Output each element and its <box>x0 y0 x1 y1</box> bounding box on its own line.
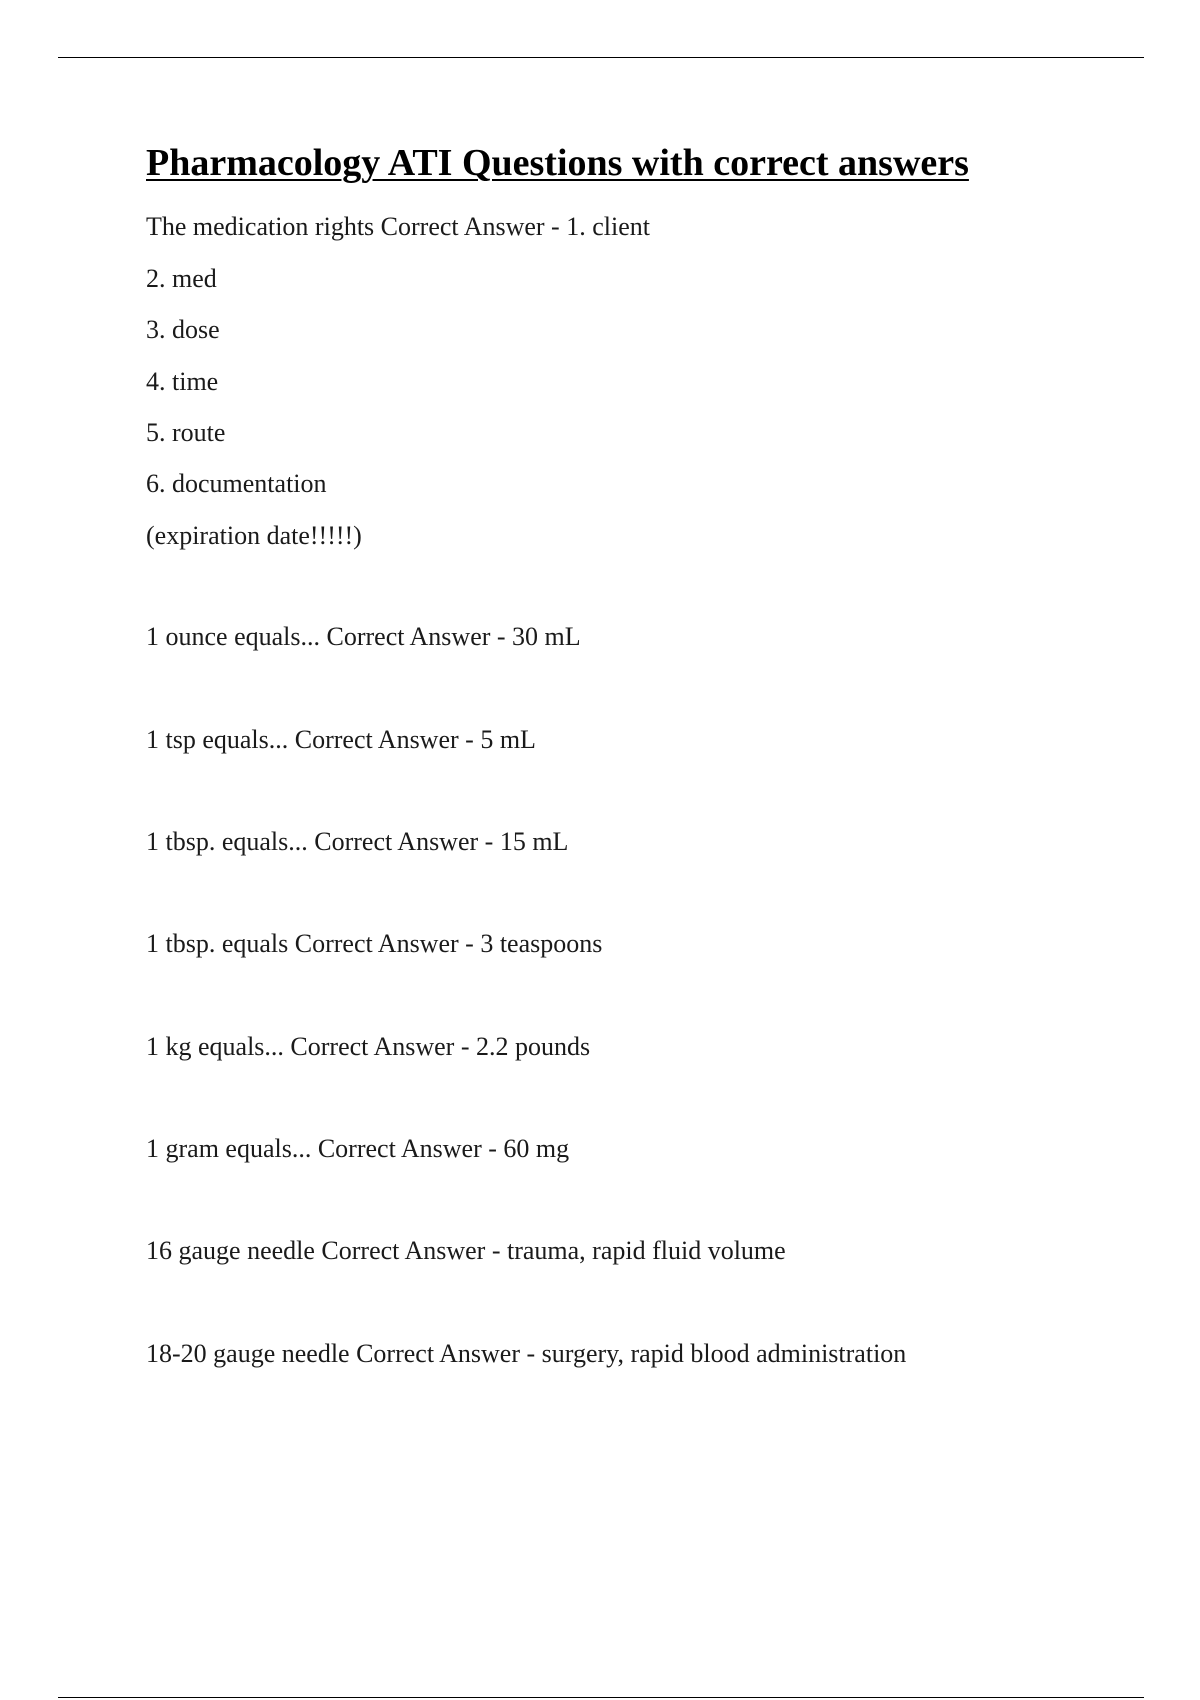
document-title: Pharmacology ATI Questions with correct answers <box>146 142 969 184</box>
qa-line-18-20-gauge: 18-20 gauge needle Correct Answer - surgery, rapid blood administration <box>146 1339 907 1368</box>
note-expiration-date: (expiration date!!!!!) <box>146 521 362 550</box>
top-divider <box>58 57 1144 58</box>
list-item-dose: 3. dose <box>146 315 220 344</box>
qa-line-tsp: 1 tsp equals... Correct Answer - 5 mL <box>146 725 536 754</box>
list-item-route: 5. route <box>146 418 226 447</box>
qa-line-tbsp-ml: 1 tbsp. equals... Correct Answer - 15 mL <box>146 827 569 856</box>
list-item-med: 2. med <box>146 264 217 293</box>
qa-line-ounce: 1 ounce equals... Correct Answer - 30 mL <box>146 622 581 651</box>
qa-line-tbsp-teaspoons: 1 tbsp. equals Correct Answer - 3 teaspoons <box>146 929 603 958</box>
qa-line-16-gauge: 16 gauge needle Correct Answer - trauma, rapid fluid volume <box>146 1236 786 1265</box>
qa-line-kg: 1 kg equals... Correct Answer - 2.2 pounds <box>146 1032 591 1061</box>
list-item-time: 4. time <box>146 367 219 396</box>
qa-line-gram: 1 gram equals... Correct Answer - 60 mg <box>146 1134 570 1163</box>
qa-line-medication-rights: The medication rights Correct Answer - 1. client <box>146 212 650 241</box>
bottom-divider <box>58 1697 1144 1698</box>
list-item-documentation: 6. documentation <box>146 469 327 498</box>
